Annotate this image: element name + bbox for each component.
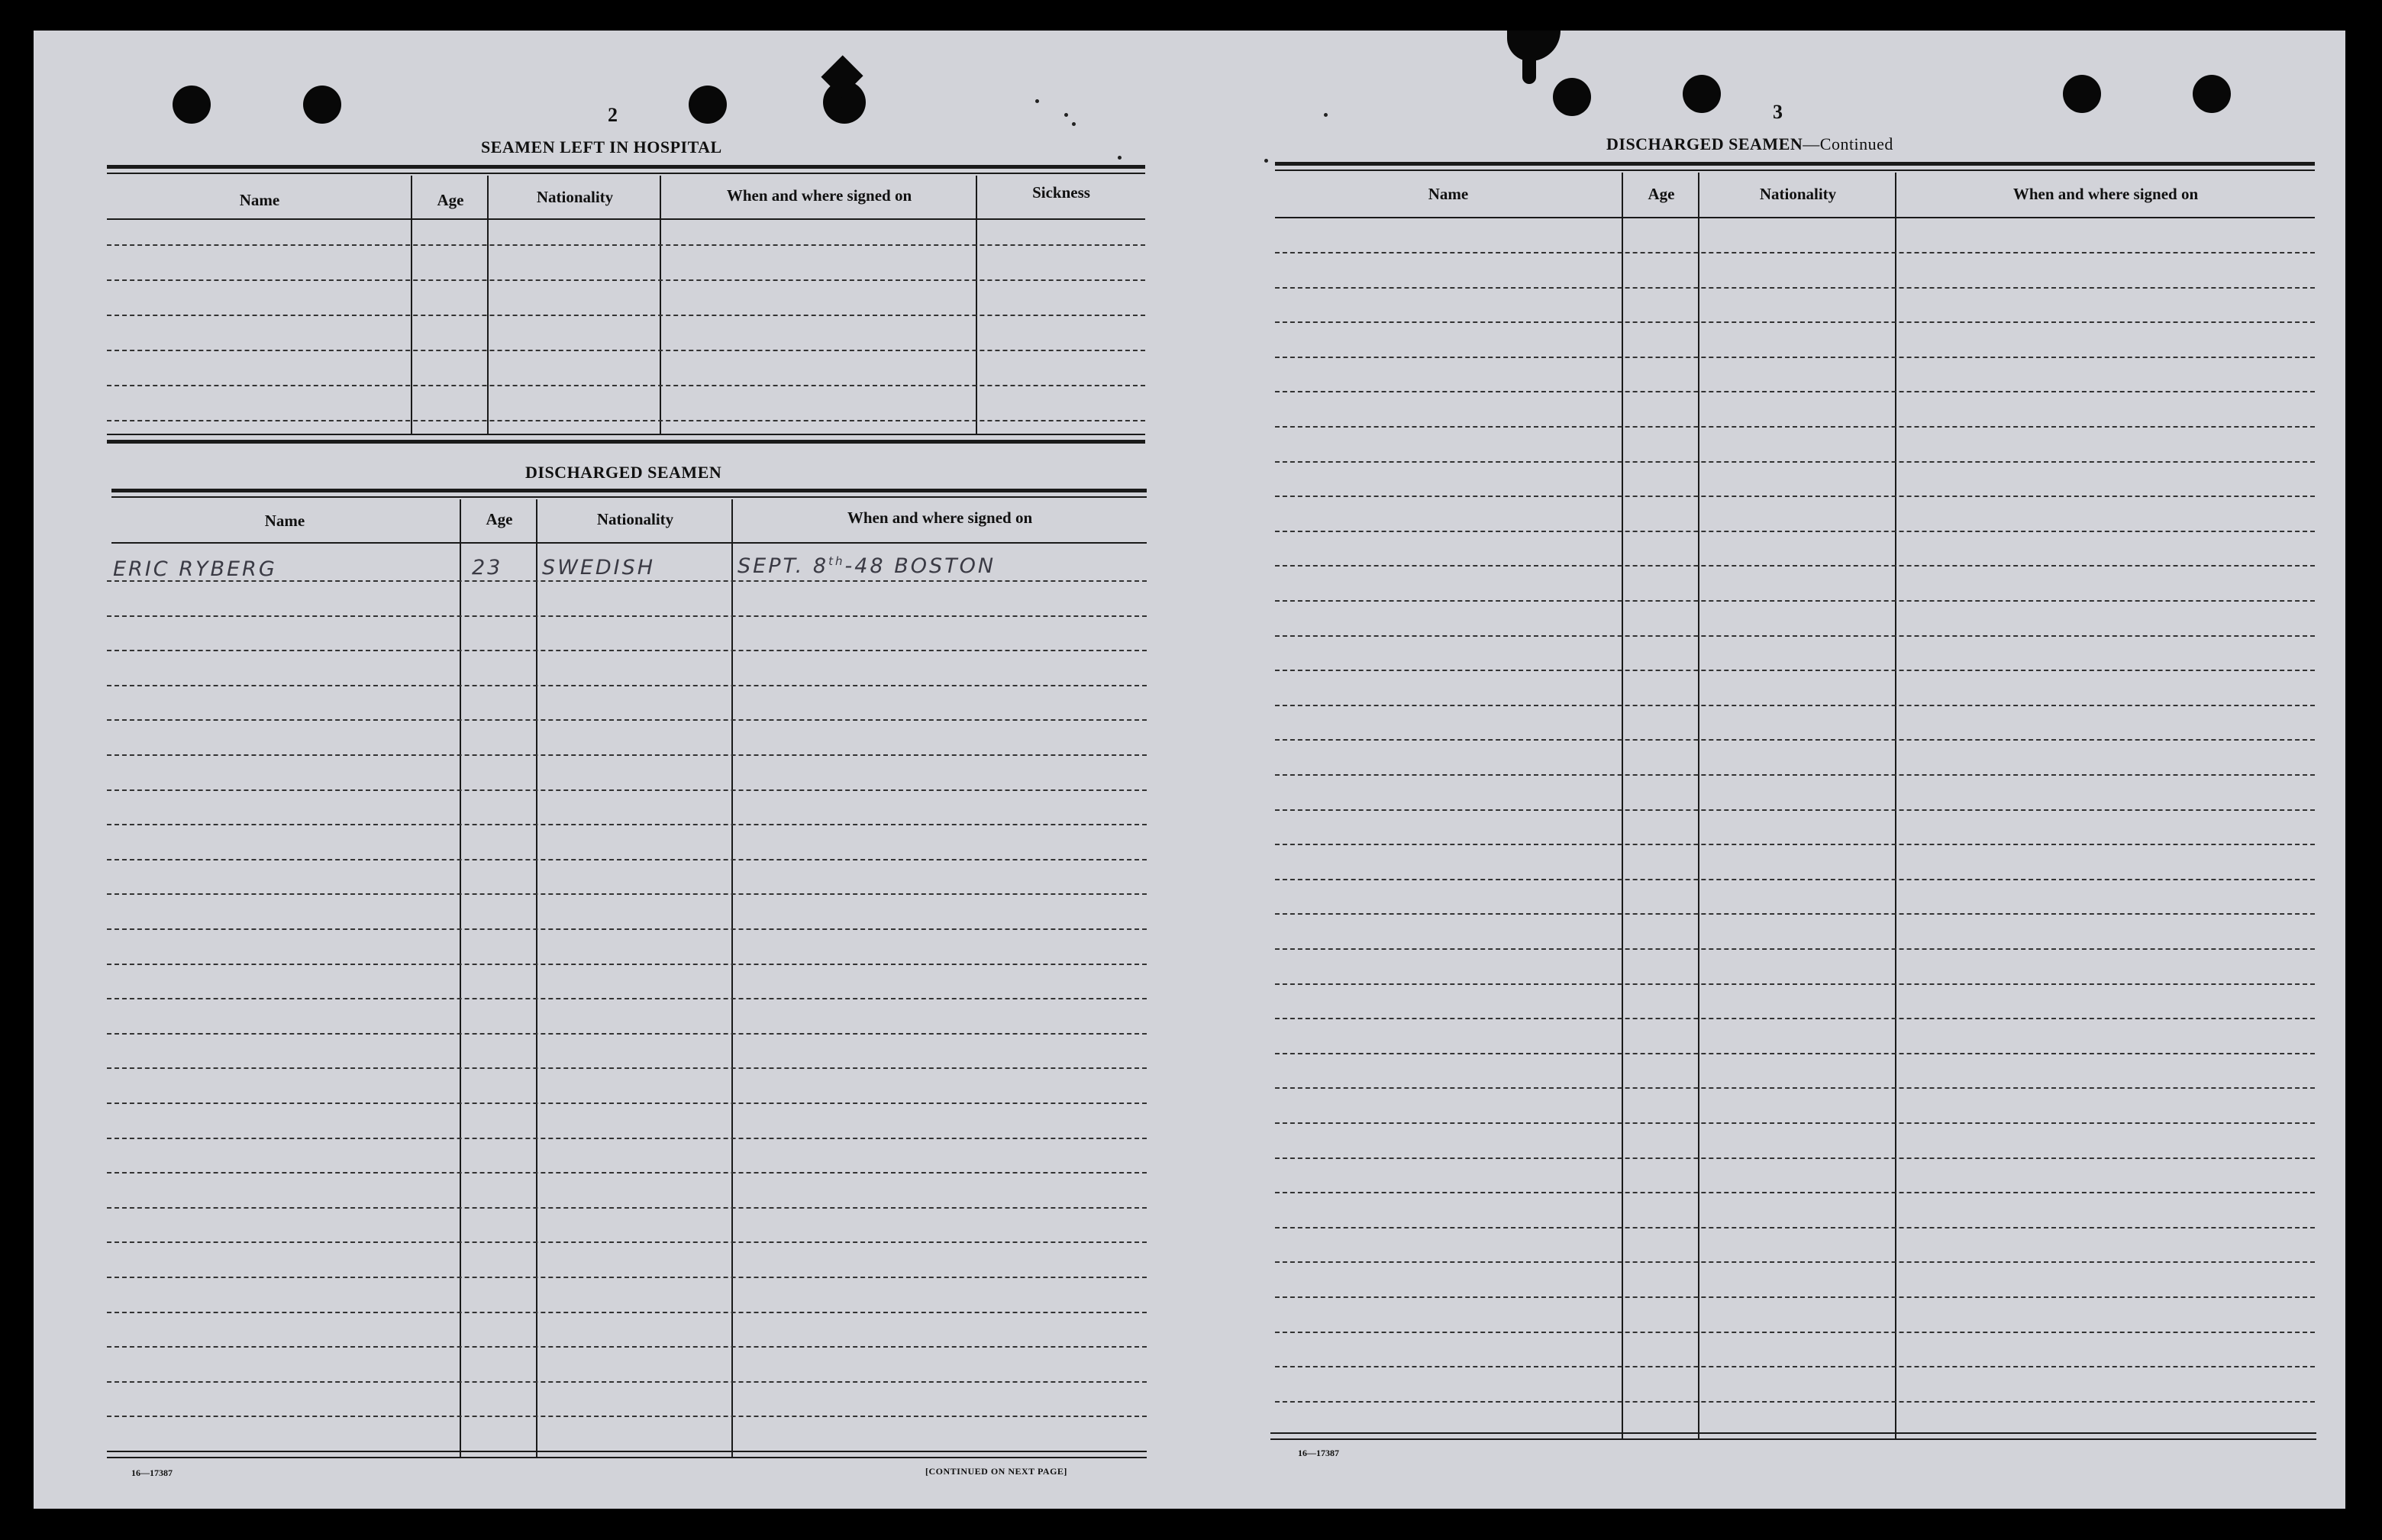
ruled-line <box>1275 426 2315 428</box>
punch-hole <box>1683 75 1721 113</box>
continued-col-name: Name <box>1428 185 1469 203</box>
hospital-col-name: Name <box>239 191 280 209</box>
ruled-line <box>107 1103 1147 1104</box>
punch-hole <box>2063 75 2101 113</box>
discharged-col-nationality: Nationality <box>596 510 674 528</box>
ruled-line <box>1275 252 2315 253</box>
hospital-col-age: Age <box>437 191 464 209</box>
ruled-line <box>107 719 1147 721</box>
ruled-line <box>1275 913 2315 915</box>
ruled-line <box>107 350 1145 351</box>
ruled-line <box>1275 1332 2315 1333</box>
ruled-line <box>107 754 1147 756</box>
ruled-line <box>107 1381 1147 1383</box>
ruled-line <box>107 580 1147 582</box>
entry-name: ERIC RYBERG <box>113 557 277 581</box>
punch-hole <box>689 86 727 124</box>
ruled-line <box>1275 1053 2315 1054</box>
entry-age: 23 <box>472 556 503 580</box>
ruled-line <box>1275 809 2315 811</box>
ruled-line <box>107 1416 1147 1417</box>
discharged-continued-title <box>1606 134 1893 154</box>
ruled-line <box>107 824 1147 825</box>
ruled-line <box>107 1033 1147 1035</box>
discharged-continued-title-text: DISCHARGED SEAMEN <box>1606 134 1803 153</box>
ruled-line <box>107 385 1145 386</box>
continued-col-age: Age <box>1648 185 1675 203</box>
ruled-line <box>107 1138 1147 1139</box>
discharged-col-name: Name <box>264 512 305 530</box>
entry-signed-on-rest: -48 BOSTON <box>844 554 996 578</box>
discharged-section-title: DISCHARGED SEAMEN <box>525 463 722 482</box>
punch-hole <box>173 86 211 124</box>
paper-tear <box>1522 53 1536 84</box>
document-sheet <box>34 31 2345 1509</box>
punch-hole <box>2193 75 2231 113</box>
ruled-line <box>1275 461 2315 463</box>
ruled-line <box>107 1172 1147 1174</box>
ruled-line <box>1275 774 2315 776</box>
ruled-line <box>107 1241 1147 1243</box>
hospital-col-nationality: Nationality <box>536 188 614 206</box>
ruled-line <box>107 893 1147 895</box>
ruled-line <box>1275 287 2315 289</box>
ruled-line <box>107 859 1147 860</box>
ruled-line <box>1275 321 2315 323</box>
punch-hole <box>303 86 341 124</box>
entry-signed-on <box>738 554 996 578</box>
hospital-col-signed-on: When and where signed on <box>726 186 912 205</box>
ruled-line <box>107 928 1147 930</box>
ruled-line <box>107 650 1147 651</box>
hospital-col-sickness: Sickness <box>1032 183 1090 202</box>
page-number: 2 <box>608 104 618 126</box>
ruled-line <box>107 1277 1147 1278</box>
ruled-line <box>1275 565 2315 567</box>
punch-hole <box>1553 78 1591 116</box>
discharged-col-signed-on: When and where signed on <box>847 508 1033 527</box>
ruled-line <box>1275 1087 2315 1089</box>
ruled-line <box>1275 357 2315 358</box>
discharged-col-age: Age <box>486 510 513 528</box>
ruled-line <box>1275 1227 2315 1228</box>
ruled-line <box>1275 1261 2315 1263</box>
ruled-line <box>1275 948 2315 950</box>
ruled-line <box>107 685 1147 686</box>
continued-col-signed-on: When and where signed on <box>2012 185 2199 203</box>
footer-continued: [CONTINUED ON NEXT PAGE] <box>925 1466 1067 1477</box>
entry-signed-on-sup: th <box>828 554 845 568</box>
ruled-line <box>1275 1122 2315 1124</box>
ruled-line <box>1275 1157 2315 1159</box>
ruled-line <box>1275 739 2315 741</box>
ruled-line <box>1275 635 2315 637</box>
discharged-continued-suffix: —Continued <box>1803 134 1893 153</box>
ruled-line <box>107 789 1147 791</box>
ruled-line <box>107 1312 1147 1313</box>
hospital-section-title: SEAMEN LEFT IN HOSPITAL <box>481 137 722 157</box>
ruled-line <box>1275 1296 2315 1298</box>
ruled-line <box>107 244 1145 246</box>
ruled-line <box>1275 1366 2315 1367</box>
ruled-line <box>1275 496 2315 497</box>
ruled-line <box>1275 391 2315 392</box>
ruled-line <box>1275 1192 2315 1193</box>
ruled-line <box>107 1067 1147 1069</box>
continued-col-nationality: Nationality <box>1759 185 1837 203</box>
entry-nationality: SWEDISH <box>542 556 656 580</box>
ruled-line <box>1275 705 2315 706</box>
ruled-line <box>1275 983 2315 985</box>
ruled-line <box>107 998 1147 999</box>
ruled-line <box>107 420 1145 421</box>
ruled-line <box>1275 531 2315 532</box>
footer-form-number: 16—17387 <box>1298 1448 1339 1458</box>
ruled-line <box>1275 1018 2315 1019</box>
ruled-line <box>1275 670 2315 671</box>
ruled-line <box>1275 1401 2315 1403</box>
ruled-line <box>107 279 1145 281</box>
ruled-line <box>107 964 1147 965</box>
footer-form-number: 16—17387 <box>131 1467 173 1478</box>
page-number: 3 <box>1773 101 1783 123</box>
ruled-line <box>1275 879 2315 880</box>
entry-signed-on-date: SEPT. 8 <box>738 554 829 578</box>
ruled-line <box>107 1207 1147 1209</box>
ruled-line <box>107 315 1145 316</box>
ruled-line <box>107 1346 1147 1348</box>
ruled-line <box>1275 844 2315 845</box>
ruled-line <box>107 615 1147 617</box>
ruled-line <box>1275 600 2315 602</box>
